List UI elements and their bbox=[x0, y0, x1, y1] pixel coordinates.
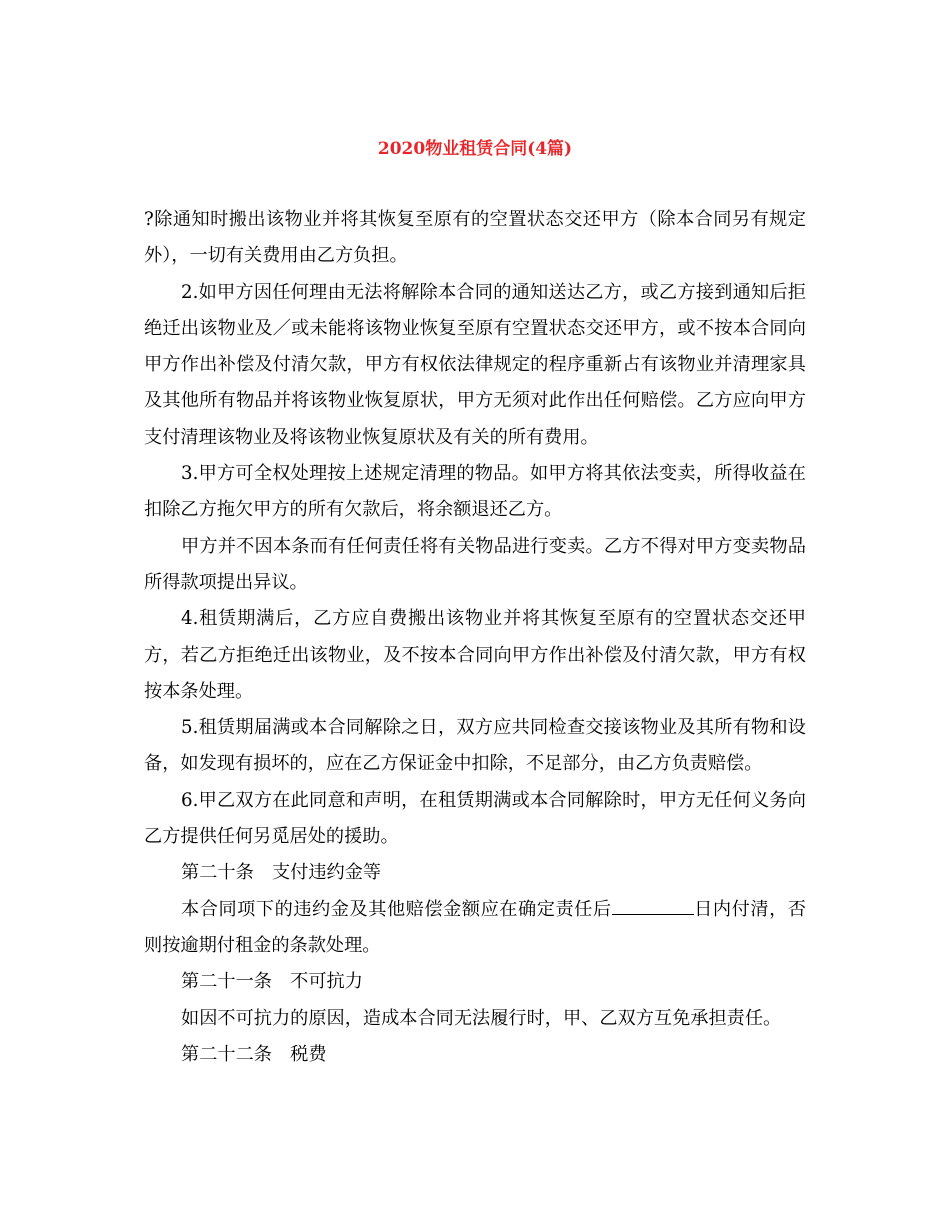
paragraph-clause-5: 5.租赁期届满或本合同解除之日，双方应共同检查交接该物业及其所有物和设备，如发现有损坏的，应在乙方保证金中扣除，不足部分，由乙方负责赔偿。 bbox=[144, 717, 806, 775]
article-21-heading: 第二十一条 不可抗力 bbox=[181, 971, 363, 993]
article-21-body: 如因不可抗力的原因，造成本合同无法履行时，甲、乙双方互免承担责任。 bbox=[181, 1007, 782, 1029]
document-title: 2020物业租赁合同(4篇) bbox=[377, 139, 573, 159]
article-22-heading: 第二十二条 税费 bbox=[181, 1043, 327, 1065]
article-20-text-after: 日内付清，否则按逾期付租金的条款处理。 bbox=[144, 898, 806, 956]
paragraph-clause-3-note: 甲方并不因本条而有任何责任将有关物品进行变卖。乙方不得对甲方变卖物品所得款项提出异议。 bbox=[144, 535, 806, 593]
paragraph-clause-2: 2.如甲方因任何理由无法将解除本合同的通知送达乙方，或乙方接到通知后拒绝迁出该物业及／或未能将该物业恢复至原有空置状态交还甲方，或不按本合同向甲方作出补偿及付清欠款，甲方有权依法律规定的程序重新占有该物业并清理家具及其他所有物品并将该物业恢复原状，甲方无须对此作出任何赔偿。乙方应向甲方支付清理该物业及将该物业恢复原状及有关的所有费用。 bbox=[144, 281, 806, 448]
paragraph-clause-3: 3.甲方可全权处理按上述规定清理的物品。如甲方将其依法变卖，所得收益在扣除乙方拖欠甲方的所有欠款后，将余额退还乙方。 bbox=[144, 463, 806, 521]
article-20-body bbox=[144, 892, 806, 965]
paragraph-clause-4: 4.租赁期满后，乙方应自费搬出该物业并将其恢复至原有的空置状态交还甲方，若乙方拒绝迁出该物业，及不按本合同向甲方作出补偿及付清欠款，甲方有权按本条处理。 bbox=[144, 608, 806, 702]
article-20-heading: 第二十条 支付违约金等 bbox=[181, 862, 382, 884]
fill-in-blank bbox=[612, 898, 694, 915]
paragraph-continuation: ?除通知时搬出该物业并将其恢复至原有的空置状态交还甲方（除本合同另有规定外），一切有关费用由乙方负担。 bbox=[144, 209, 806, 267]
document-body bbox=[144, 202, 806, 1073]
article-20-text-before: 本合同项下的违约金及其他赔偿金额应在确定责任后 bbox=[181, 898, 612, 920]
paragraph-clause-6: 6.甲乙双方在此同意和声明，在租赁期满或本合同解除时，甲方无任何义务向乙方提供任何另觅居处的援助。 bbox=[144, 789, 806, 848]
